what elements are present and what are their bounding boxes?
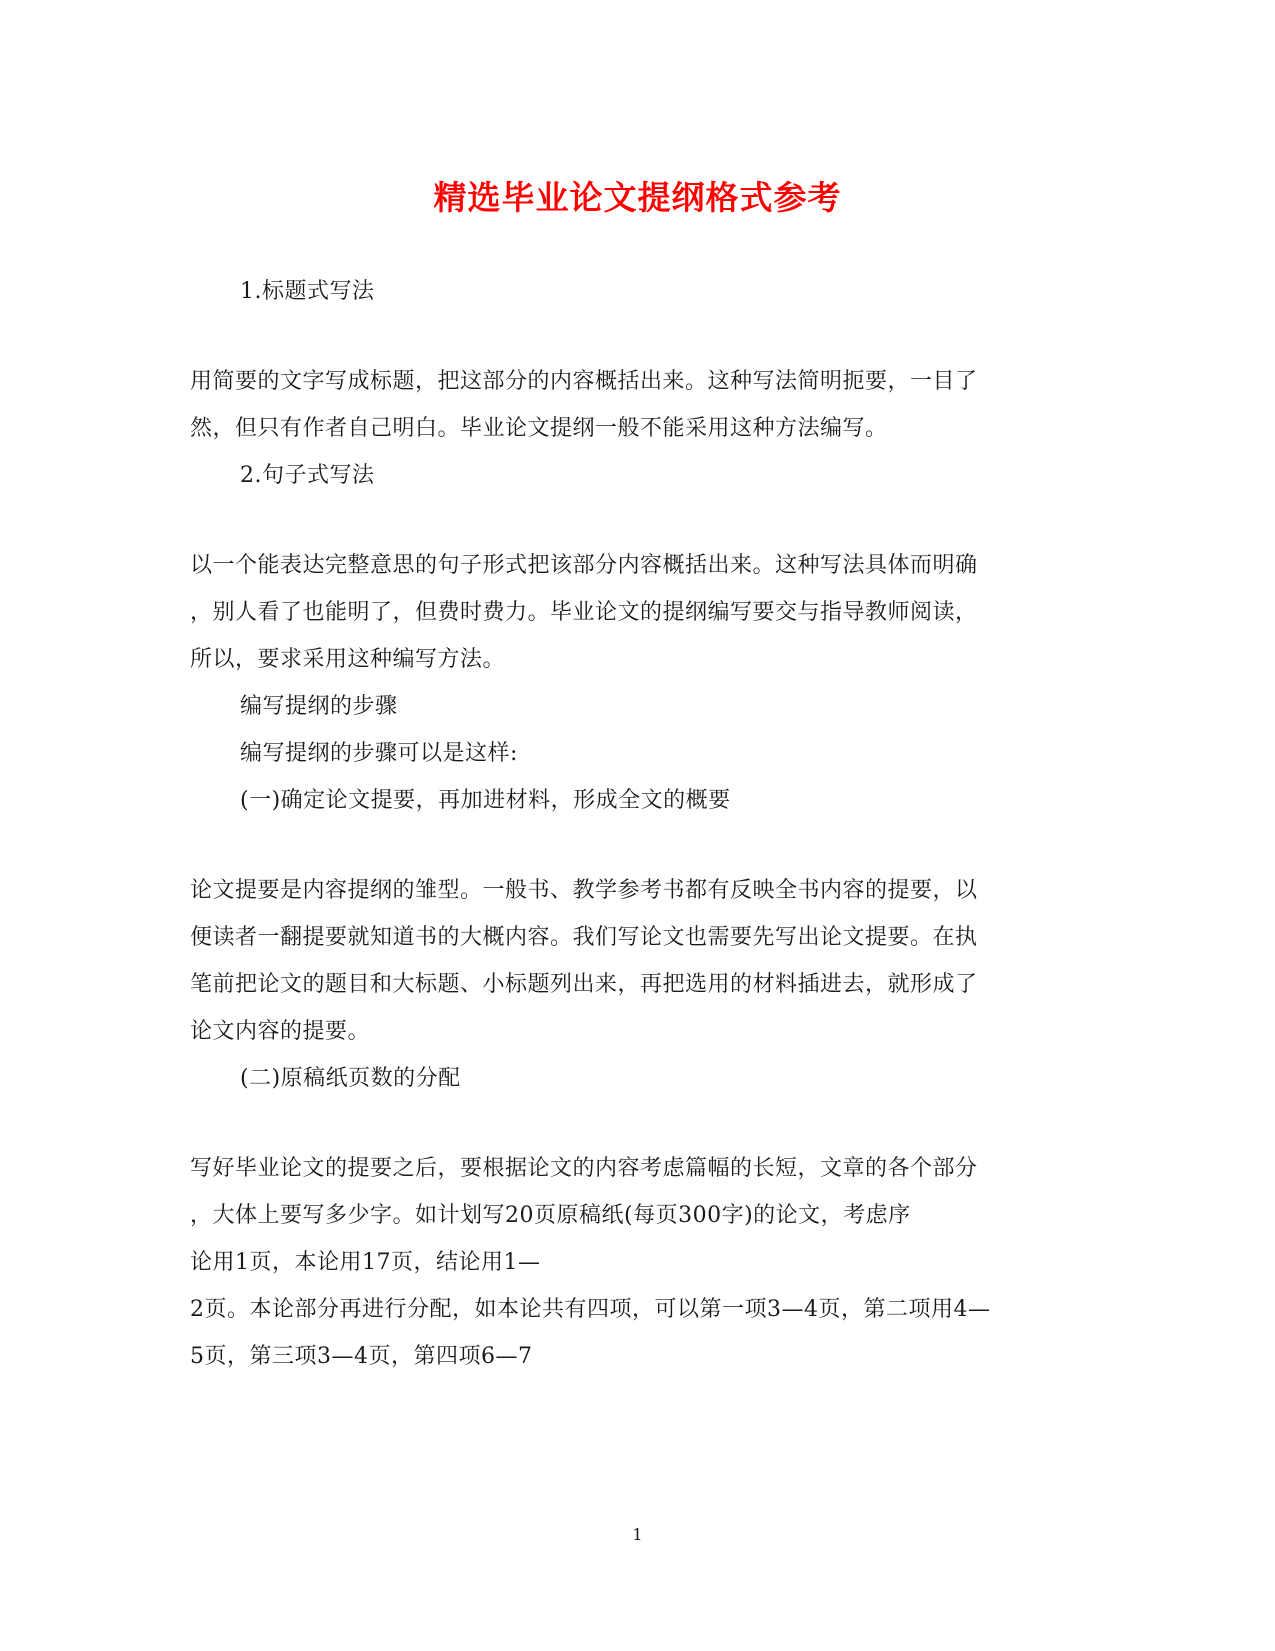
subsection-heading-1: (一)确定论文提要，再加进材料，形成全文的概要 (240, 788, 731, 813)
section-heading-steps: 编写提纲的步骤 (240, 694, 398, 719)
paragraph-line: ，别人看了也能明了，但费时费力。毕业论文的提纲编写要交与指导教师阅读， (190, 600, 978, 625)
paragraph-line: 论用1页，本论用17页，结论用1— (190, 1250, 541, 1275)
subsection-heading-2: (二)原稿纸页数的分配 (240, 1066, 461, 1091)
paragraph-line: 论文提要是内容提纲的雏型。一般书、教学参考书都有反映全书内容的提要，以 (190, 878, 978, 903)
section-heading-sentence-style: 2.句子式写法 (240, 463, 375, 488)
paragraph-line: 写好毕业论文的提要之后，要根据论文的内容考虑篇幅的长短，文章的各个部分 (190, 1156, 978, 1181)
page-number: 1 (632, 1525, 643, 1544)
paragraph-line: 便读者一翻提要就知道书的大概内容。我们写论文也需要先写出论文提要。在执 (190, 925, 978, 950)
document-title: 精选毕业论文提纲格式参考 (433, 178, 842, 217)
paragraph-line: 5页，第三项3—4页，第四项6—7 (190, 1344, 533, 1369)
paragraph-line: 2页。本论部分再进行分配，如本论共有四项，可以第一项3—4页，第二项用4— (190, 1297, 991, 1322)
paragraph-line: 所以，要求采用这种编写方法。 (190, 647, 506, 672)
paragraph-line: 然，但只有作者自己明白。毕业论文提纲一般不能采用这种方法编写。 (190, 416, 888, 441)
section-heading-title-style: 1.标题式写法 (240, 279, 375, 304)
paragraph-line: 论文内容的提要。 (190, 1019, 371, 1044)
paragraph-line: 以一个能表达完整意思的句子形式把该部分内容概括出来。这种写法具体而明确 (190, 553, 978, 578)
paragraph-line: 笔前把论文的题目和大标题、小标题列出来，再把选用的材料插进去，就形成了 (190, 972, 978, 997)
paragraph-line: 编写提纲的步骤可以是这样: (240, 741, 518, 766)
paragraph-line: 用简要的文字写成标题，把这部分的内容概括出来。这种写法简明扼要，一目了 (190, 369, 978, 394)
paragraph-line: ，大体上要写多少字。如计划写20页原稿纸(每页300字)的论文，考虑序 (190, 1203, 911, 1228)
